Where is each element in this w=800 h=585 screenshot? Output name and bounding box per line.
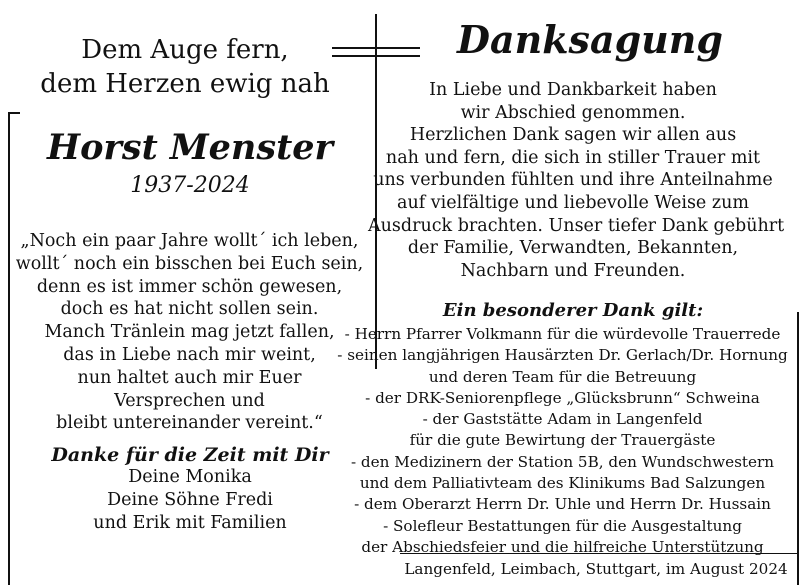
- poem-line: denn es ist immer schön gewesen,: [36, 276, 343, 297]
- poem-line: das in Liebe nach mir weint,: [63, 344, 316, 365]
- intro-line: In Liebe und Dankbarkeit haben: [429, 80, 717, 100]
- list-item: - Herrn Pfarrer Volkmann für die würdevolle Trauerrede: [344, 325, 781, 343]
- thanks-for-time: Danke für die Zeit mit Dir: [51, 444, 329, 466]
- intro-line: auf vielfältige und liebevolle Weise zum: [397, 192, 749, 213]
- motto-line: dem Herzen ewig nah: [40, 69, 330, 99]
- poem-line: doch es hat nicht sollen sein.: [60, 299, 319, 320]
- motto: [15, 33, 355, 101]
- list-item: - dem Oberarzt Herrn Dr. Uhle und Herrn Dr. Hussain: [354, 495, 771, 514]
- life-years: 1937-2024: [130, 173, 250, 198]
- family-line: Deine Söhne Fredi: [107, 490, 273, 510]
- poem-line: Versprechen und: [114, 390, 265, 411]
- intro-line: Ausdruck brachten. Unser tiefer Dank gebührt: [368, 215, 785, 236]
- motto-line: Dem Auge fern,: [81, 35, 289, 65]
- left-border-top: [8, 112, 20, 114]
- place-and-date: Langenfeld, Leimbach, Stuttgart, im August 2024: [404, 560, 788, 578]
- family-line: und Erik mit Familien: [93, 513, 287, 533]
- list-item: und dem Palliativteam des Klinikums Bad Salzungen: [359, 474, 766, 493]
- poem-line: bleibt untereinander vereint.“: [56, 413, 323, 434]
- list-item: - den Medizinern der Station 5B, den Wundschwestern: [350, 452, 775, 471]
- poem-line: wollt´ noch ein bisschen bei Euch sein,: [15, 253, 364, 274]
- poem-line: nun haltet auch mir Euer: [77, 367, 302, 388]
- list-item: - der Gaststätte Adam in Langenfeld: [422, 410, 703, 429]
- intro-line: nah und fern, die sich in stiller Trauer mit: [385, 147, 761, 168]
- intro-line: Herzlichen Dank sagen wir allen aus: [409, 125, 737, 146]
- intro-line: wir Abschied genommen.: [460, 102, 686, 123]
- left-border-vertical: [8, 112, 10, 585]
- thanks-list: [325, 324, 800, 558]
- intro-line: Nachbarn und Freunden.: [460, 260, 686, 281]
- family-signature: [30, 466, 350, 535]
- list-item: der Abschiedsfeier und die hilfreiche Unterstützung: [361, 537, 764, 556]
- heading-danksagung: Danksagung: [457, 17, 723, 62]
- intro-text: [368, 79, 785, 282]
- intro-line: der Familie, Verwandten, Bekannten,: [407, 238, 739, 259]
- intro-line: uns verbunden fühlten und ihre Anteilnahme: [373, 170, 773, 191]
- list-item: und deren Team für die Betreuung: [428, 367, 697, 386]
- list-item: - der DRK-Seniorenpflege „Glücksbrunn“ Schweina: [365, 388, 760, 407]
- poem-line: „Noch ein paar Jahre wollt´ ich leben,: [20, 231, 359, 251]
- poem: [12, 230, 367, 435]
- list-item: - seinen langjährigen Hausärzten Dr. Gerlach/Dr. Hornung: [337, 346, 788, 365]
- poem-line: Manch Tränlein mag jetzt fallen,: [44, 322, 335, 343]
- deceased-name: Horst Menster: [47, 127, 333, 168]
- list-item: für die gute Bewirtung der Trauergäste: [409, 431, 716, 450]
- special-thanks-heading: Ein besonderer Dank gilt:: [442, 300, 704, 321]
- list-item: - Solefleur Bestattungen für die Ausgestaltung: [383, 516, 742, 535]
- family-line: Deine Monika: [128, 467, 252, 487]
